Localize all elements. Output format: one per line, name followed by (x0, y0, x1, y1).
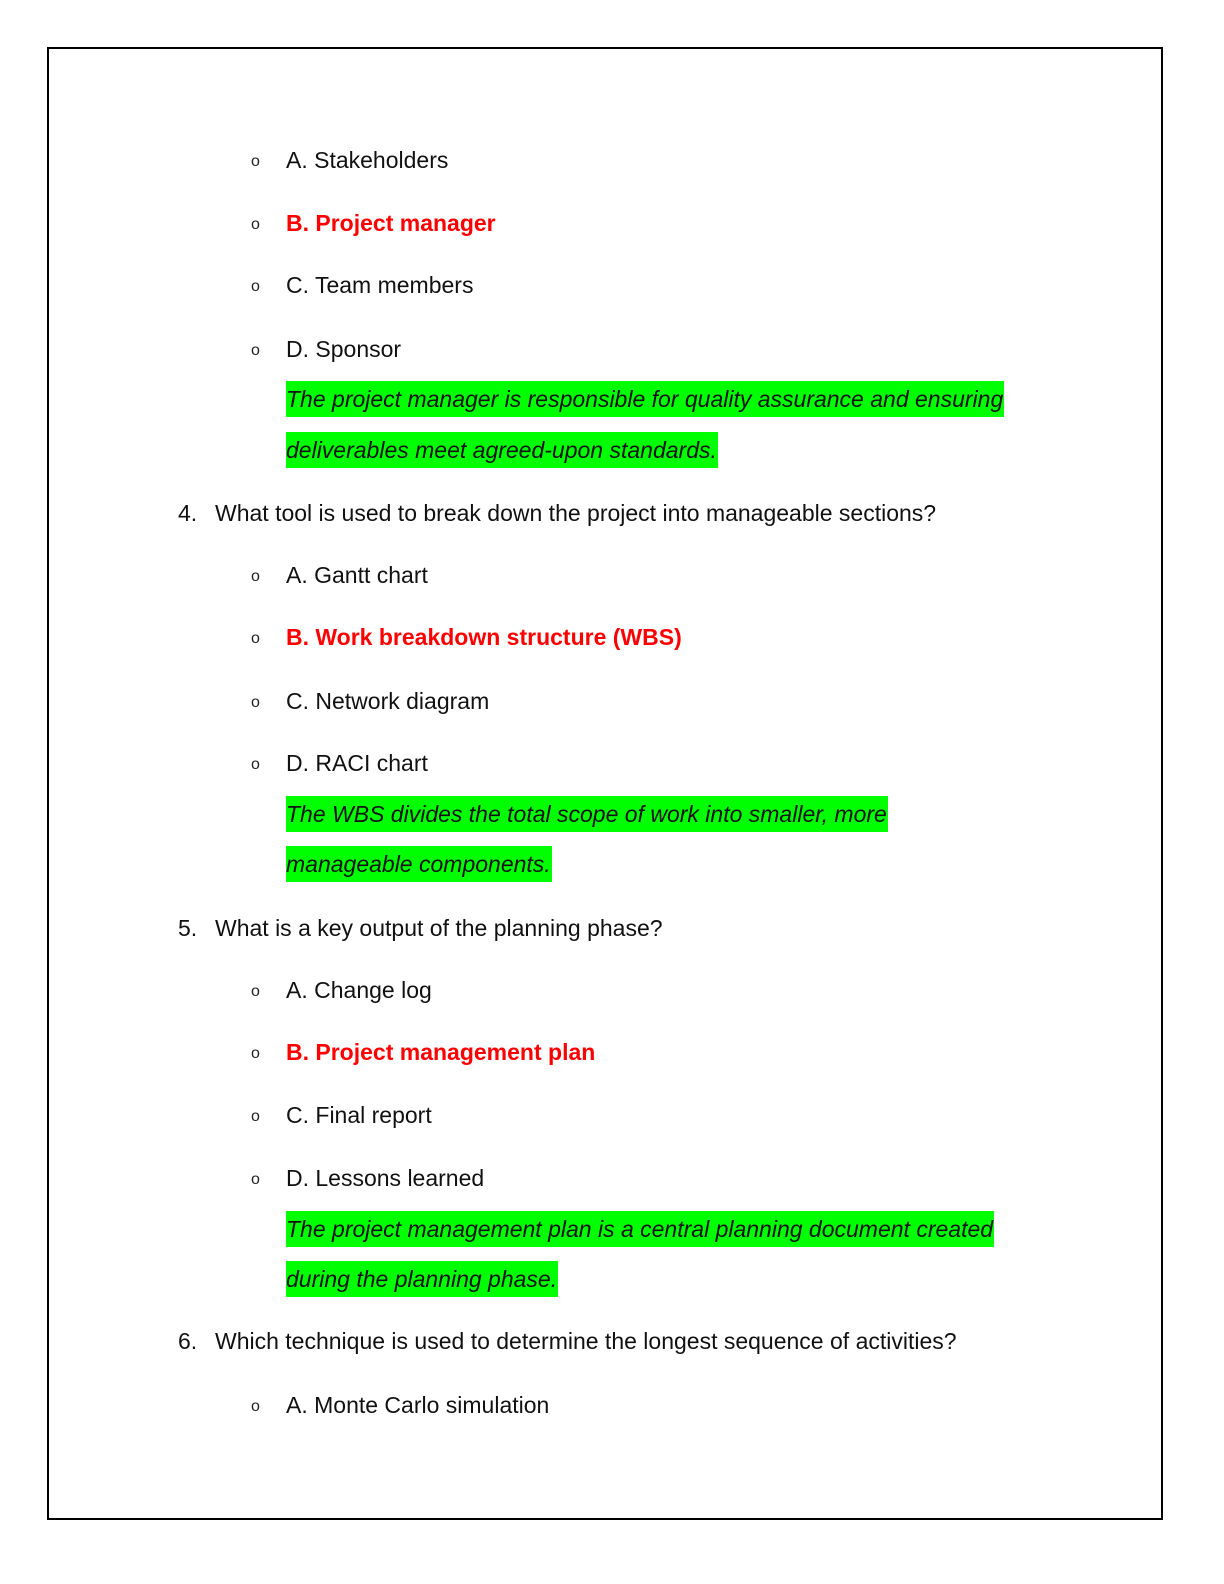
q5-option-a: A. Change log (286, 977, 432, 1003)
bullet-icon: o (251, 983, 260, 1000)
bullet-icon: o (251, 568, 260, 585)
q6-number: 6. (178, 1328, 198, 1354)
bullet-icon: o (251, 278, 260, 295)
q5-option-c: C. Final report (286, 1102, 432, 1128)
q4-option-c: C. Network diagram (286, 688, 490, 714)
q4-option-b-correct: B. Work breakdown structure (WBS) (286, 624, 682, 650)
q5-option-d: D. Lessons learned (286, 1165, 485, 1191)
q5-question: What is a key output of the planning phase? (215, 915, 663, 941)
bullet-icon: o (251, 756, 260, 773)
q3-option-d: D. Sponsor (286, 336, 402, 362)
bullet-icon: o (251, 694, 260, 711)
q4-number: 4. (178, 500, 198, 526)
q6-option-a: A. Monte Carlo simulation (286, 1392, 550, 1418)
q3-option-a: A. Stakeholders (286, 147, 449, 173)
q3-explanation-line2: deliverables meet agreed-upon standards. (286, 432, 718, 468)
q3-option-b-correct: B. Project manager (286, 210, 496, 236)
q4-explanation-line1: The WBS divides the total scope of work into smaller, more (286, 796, 888, 832)
q5-explanation-line1: The project management plan is a central planning document created (286, 1211, 994, 1247)
q5-explanation-line2: during the planning phase. (286, 1261, 558, 1297)
bullet-icon: o (251, 1171, 260, 1188)
q3-explanation-line1: The project manager is responsible for quality assurance and ensuring (286, 381, 1004, 417)
bullet-icon: o (251, 630, 260, 647)
q4-option-d: D. RACI chart (286, 750, 428, 776)
q3-option-c: C. Team members (286, 272, 474, 298)
q4-option-a: A. Gantt chart (286, 562, 428, 588)
bullet-icon: o (251, 1108, 260, 1125)
bullet-icon: o (251, 342, 260, 359)
q5-option-b-correct: B. Project management plan (286, 1039, 596, 1065)
q4-question: What tool is used to break down the project into manageable sections? (215, 500, 937, 526)
q5-number: 5. (178, 915, 198, 941)
bullet-icon: o (251, 216, 260, 233)
q6-question: Which technique is used to determine the longest sequence of activities? (215, 1328, 957, 1354)
bullet-icon: o (251, 1045, 260, 1062)
bullet-icon: o (251, 153, 260, 170)
q4-explanation-line2: manageable components. (286, 846, 552, 882)
bullet-icon: o (251, 1398, 260, 1415)
